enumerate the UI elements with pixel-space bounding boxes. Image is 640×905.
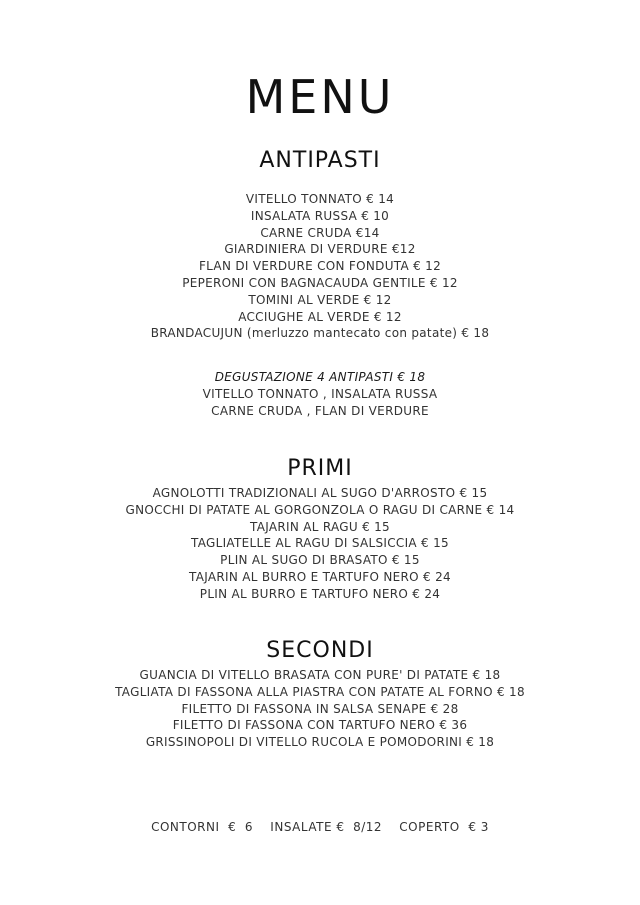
antipasti-heading: ANTIPASTI — [259, 148, 381, 173]
list-item: PLIN AL BURRO E TARTUFO NERO € 24 — [199, 586, 441, 601]
footer-extras: CONTORNI € 6 INSALATE € 8/12 COPERTO € 3 — [151, 820, 489, 834]
list-item: TAJARIN AL BURRO E TARTUFO NERO € 24 — [189, 569, 451, 584]
list-item: BRANDACUJUN (merluzzo mantecato con patate) € 18 — [150, 326, 490, 341]
primi-heading: PRIMI — [287, 456, 353, 481]
list-item: GIARDINIERA DI VERDURE €12 — [224, 242, 416, 257]
list-item: PEPERONI CON BAGNACAUDA GENTILE € 12 — [182, 275, 458, 290]
list-item: PLIN AL SUGO DI BRASATO € 15 — [220, 553, 420, 568]
list-item: AGNOLOTTI TRADIZIONALI AL SUGO D'ARROSTO € 15 — [152, 486, 488, 500]
list-item: TAGLIATA DI FASSONA ALLA PIASTRA CON PATATE AL FORNO € 18 — [115, 684, 525, 699]
list-item: GRISSINOPOLI DI VITELLO RUCOLA E POMODORINI € 18 — [145, 735, 495, 750]
list-item: VITELLO TONNATO € 14 — [245, 192, 395, 206]
list-item: INSALATA RUSSA € 10 — [250, 208, 390, 223]
list-item: TAGLIATELLE AL RAGU DI SALSICCIA € 15 — [191, 536, 449, 551]
list-item: ACCIUGHE AL VERDE € 12 — [238, 309, 402, 324]
list-item: FILETTO DI FASSONA IN SALSA SENAPE € 28 — [181, 701, 459, 716]
list-item: FLAN DI VERDURE CON FONDUTA € 12 — [198, 259, 442, 274]
list-item: VITELLO TONNATO , INSALATA RUSSA — [202, 386, 438, 401]
list-item: CARNE CRUDA €14 — [260, 225, 380, 240]
list-item: TOMINI AL VERDE € 12 — [248, 292, 392, 307]
list-item: GUANCIA DI VITELLO BRASATA CON PURE' DI PATATE € 18 — [139, 668, 501, 682]
list-item: GNOCCHI DI PATATE AL GORGONZOLA O RAGU DI CARNE € 14 — [125, 502, 515, 517]
antipasti-list — [0, 191, 640, 342]
degustazione-block — [0, 369, 640, 419]
secondi-heading: SECONDI — [266, 638, 374, 663]
primi-list — [0, 485, 640, 603]
list-item: TAJARIN AL RAGU € 15 — [250, 519, 390, 534]
degustazione-title: DEGUSTAZIONE 4 ANTIPASTI € 18 — [214, 370, 426, 384]
list-item: FILETTO DI FASSONA CON TARTUFO NERO € 36 — [172, 718, 468, 733]
secondi-list — [0, 667, 640, 751]
list-item: CARNE CRUDA , FLAN DI VERDURE — [211, 403, 429, 418]
menu-title: MENU — [245, 70, 395, 124]
